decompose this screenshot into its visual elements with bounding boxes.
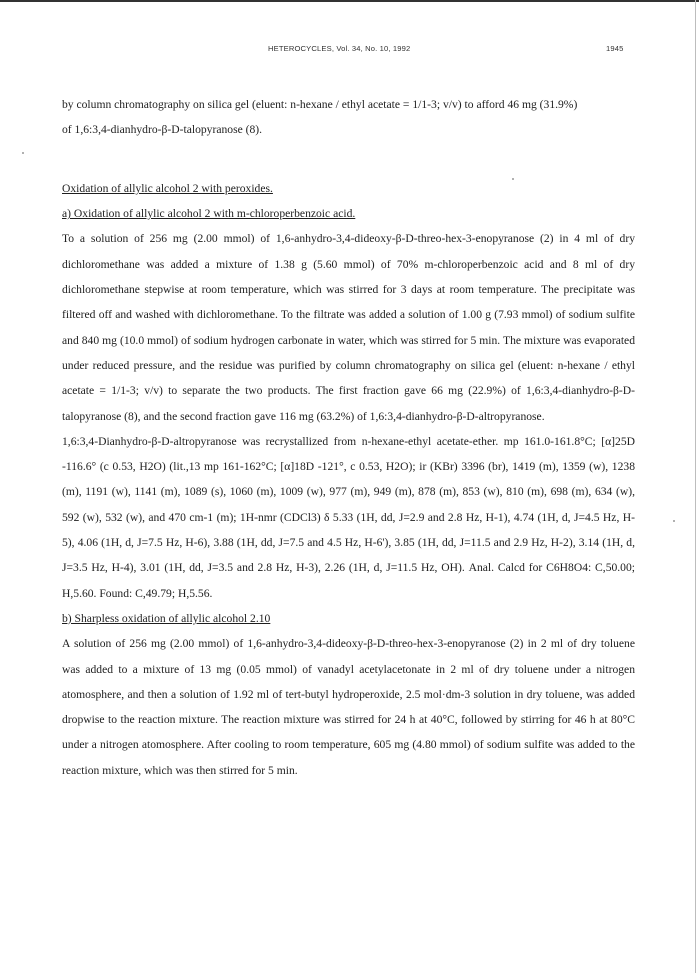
subsection-a-heading: a) Oxidation of allylic alcohol 2 with m-chloroperbenzoic acid. <box>62 207 356 221</box>
subsection-b-paragraph: A solution of 256 mg (2.00 mmol) of 1,6-anhydro-3,4-dideoxy-β-D-threo-hex-3-enopyranose (2) in 2 ml of dry toluene was added to a mixture of 13 mg (0.05 mmol) of vanadyl acetylacetonate in 2 ml of dry toluene under a nitrogen atomosphere, and then a solution of 1.92 ml of tert-butyl hydroperoxide, 2.5 mol·dm-3 solution in dry toluene, was added dropwise to the reaction mixture. The reaction mixture was stirred for 24 h at 40°C, followed by stirring for 46 h at 80°C under a nitrogen atomosphere. After cooling to room temperature, 605 mg (4.80 mmol) of sodium sulfite was added to the reaction mixture, which was then stirred for 5 min. <box>62 637 635 777</box>
section-heading: Oxidation of allylic alcohol 2 with peroxides. <box>62 181 273 195</box>
article-body <box>62 92 635 783</box>
page-edge-rule <box>695 0 696 973</box>
intro-line-1: by column chromatography on silica gel (eluent: n-hexane / ethyl acetate = 1/1-3; v/v) to afford 46 mg (31.9%) <box>62 98 578 111</box>
running-head: HETEROCYCLES, Vol. 34, No. 10, 1992 <box>268 44 411 53</box>
scan-speck <box>673 520 675 522</box>
scan-speck <box>512 178 514 180</box>
characterization-paragraph: 1,6:3,4-Dianhydro-β-D-altropyranose was recrystallized from n-hexane-ethyl acetate-ether. mp 161.0-161.8°C; [α]25D -116.6° (c 0.53, H2O) (lit.,13 mp 161-162°C; [α]18D -121°, c 0.53, H2O); ir (KBr) 3396 (br), 1419 (m), 1359 (w), 1238 (m), 1191 (w), 1141 (m), 1089 (s), 1060 (m), 1009 (w), 977 (m), 949 (m), 878 (m), 853 (w), 810 (m), 698 (m), 634 (w), 592 (w), 532 (w), and 470 cm-1 (m); 1H-nmr (CDCl3) δ 5.33 (1H, dd, J=2.9 and 2.8 Hz, H-1), 4.74 (1H, d, J=4.5 Hz, H-5), 4.06 (1H, d, J=7.5 Hz, H-6), 3.88 (1H, dd, J=7.5 and 4.5 Hz, H-6'), 3.85 (1H, dd, J=11.5 and 2.9 Hz, H-2), 3.14 (1H, d, J=3.5 Hz, H-4), 3.01 (1H, dd, J=3.5 and 2.8 Hz, H-3), 2.26 (1H, d, J=11.5 Hz, OH). Anal. Calcd for C6H8O4: C,50.00; H,5.60. Found: C,49.79; H,5.56. <box>62 434 635 600</box>
subsection-b-heading: b) Sharpless oxidation of allylic alcohol 2.10 <box>62 611 271 625</box>
intro-line-2: of 1,6:3,4-dianhydro-β-D-talopyranose (8). <box>62 123 263 137</box>
section-heading-wrap <box>62 176 635 201</box>
page-number: 1945 <box>606 44 624 53</box>
subsection-b-heading-wrap <box>62 606 635 631</box>
top-rule <box>0 0 699 2</box>
subsection-a-paragraph: To a solution of 256 mg (2.00 mmol) of 1,6-anhydro-3,4-dideoxy-β-D-threo-hex-3-enopyranose (2) in 4 ml of dry dichloromethane was added a mixture of 1.38 g (5.60 mmol) of 70% m-chloroperbenzoic acid and 8 ml of dry dichloromethane stepwise at room temperature, which was stirred for 3 days at room temperature. The precipitate was filtered off and washed with dichloromethane. To the filtrate was added a solution of 1.00 g (7.93 mmol) of sodium sulfite and 840 mg (10.0 mmol) of sodium hydrogen carbonate in water, which was stirred for 5 min. The mixture was evaporated under reduced pressure, and the residue was purified by column chromatography on silica gel (eluent: n-hexane / ethyl acetate = 1/1-3; v/v) to separate the two products. The first fraction gave 66 mg (22.9%) of 1,6:3,4-dianhydro-β-D-talopyranose (8), and the second fraction gave 116 mg (63.2%) of 1,6:3,4-dianhydro-β-D-altropyranose. <box>62 232 635 423</box>
scan-speck <box>22 152 24 154</box>
page-header <box>0 44 699 60</box>
subsection-a-heading-wrap <box>62 201 635 226</box>
